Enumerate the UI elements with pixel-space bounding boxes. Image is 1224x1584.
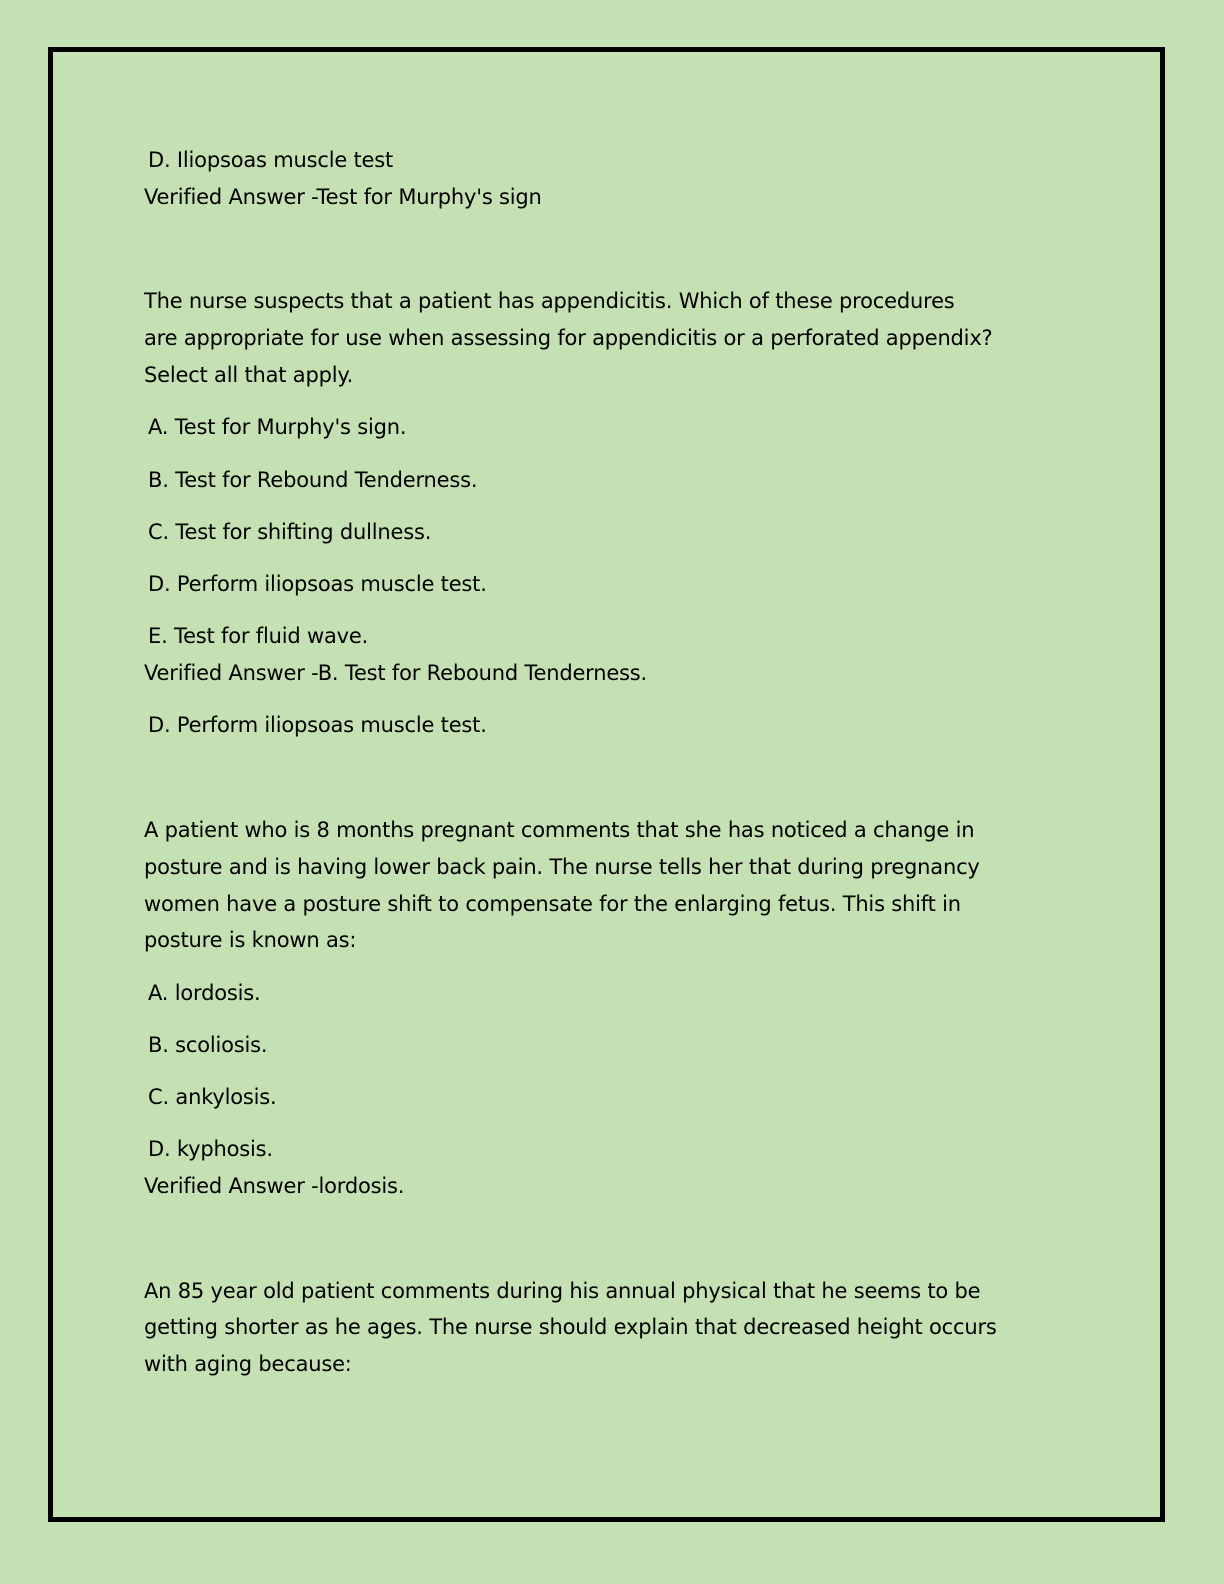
question-text: women have a posture shift to compensate for the enlarging fetus. This shift in [144, 892, 961, 916]
option-d: D. Perform iliopsoas muscle test. [148, 572, 487, 596]
verified-answer-extra: D. Perform iliopsoas muscle test. [148, 713, 487, 737]
verified-answer: Verified Answer -B. Test for Rebound Tenderness. [144, 661, 648, 685]
question-text: getting shorter as he ages. The nurse should explain that decreased height occurs [144, 1315, 997, 1339]
question-text: A patient who is 8 months pregnant comments that she has noticed a change in [144, 818, 975, 842]
question-text: An 85 year old patient comments during his annual physical that he seems to be [144, 1279, 981, 1303]
option-d: D. kyphosis. [148, 1137, 273, 1161]
verified-answer: Verified Answer -lordosis. [144, 1174, 405, 1198]
question-text: with aging because: [144, 1352, 352, 1376]
option-b: B. scoliosis. [148, 1033, 268, 1057]
option-e: E. Test for fluid wave. [148, 624, 369, 648]
option-c: C. ankylosis. [148, 1085, 277, 1109]
option-c: C. Test for shifting dullness. [148, 520, 432, 544]
question-text: are appropriate for use when assessing for appendicitis or a perforated appendix? [144, 326, 993, 350]
option-b: B. Test for Rebound Tenderness. [148, 468, 478, 492]
option-d: D. Iliopsoas muscle test [148, 148, 394, 172]
verified-answer: Verified Answer -Test for Murphy's sign [144, 185, 542, 209]
question-text: The nurse suspects that a patient has appendicitis. Which of these procedures [144, 289, 955, 313]
question-text: posture is known as: [144, 928, 357, 952]
question-text: Select all that apply. [144, 363, 354, 387]
question-text: posture and is having lower back pain. The nurse tells her that during pregnancy [144, 855, 980, 879]
option-a: A. lordosis. [148, 981, 261, 1005]
option-a: A. Test for Murphy's sign. [148, 415, 407, 439]
